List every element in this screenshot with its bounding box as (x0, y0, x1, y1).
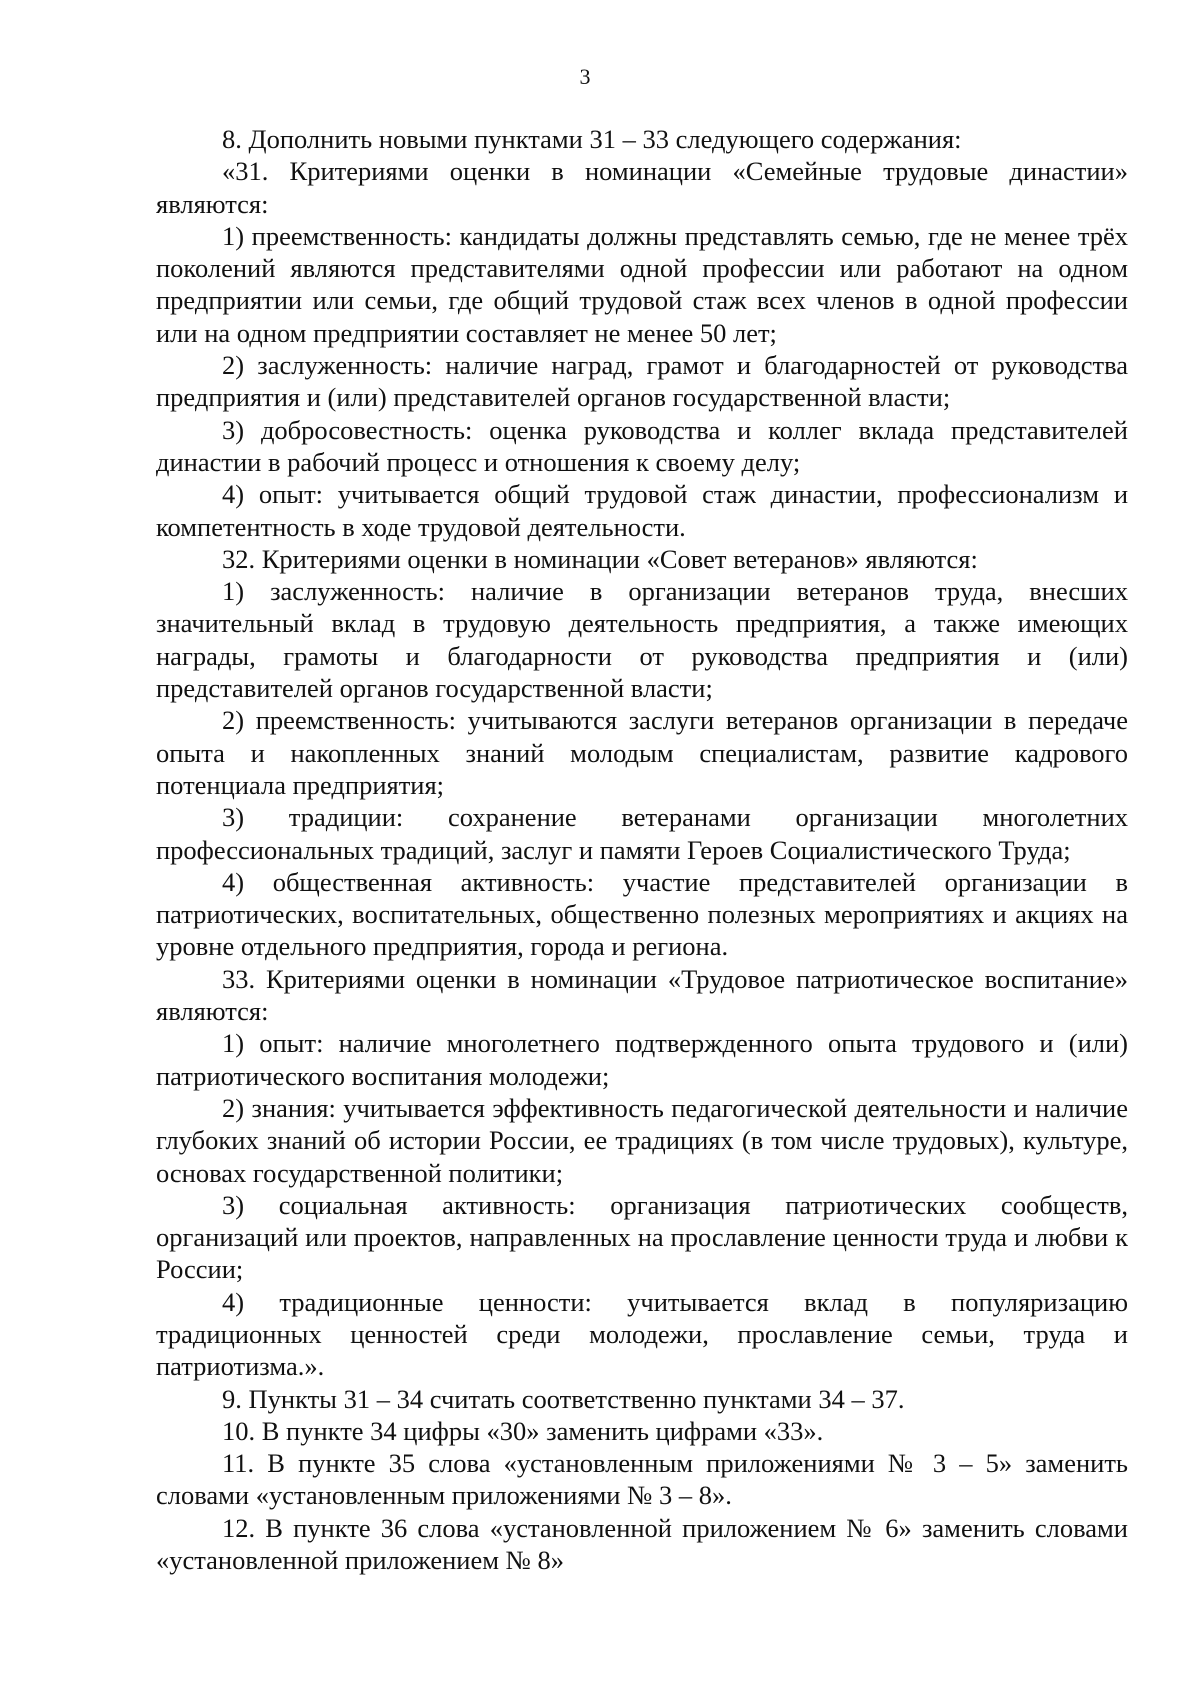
paragraph-point-31-heading: «31. Критериями оценки в номинации «Семейные трудовые династии» являются: (156, 156, 1128, 219)
paragraph-point-33-criterion-2: 2) знания: учитывается эффективность педагогической деятельности и наличие глубоких знаний об истории России, ее традициях (в том числе трудовых), культуре, основах государственной политики; (156, 1092, 1128, 1188)
paragraph-point-31-criterion-2: 2) заслуженность: наличие наград, грамот и благодарностей от руководства предприятия и (или) представителей органов государственной власти; (156, 350, 1128, 413)
page-number: 3 (579, 64, 591, 89)
paragraph-item-9: 9. Пункты 31 – 34 считать соответственно пунктами 34 – 37. (222, 1383, 905, 1414)
paragraph-point-32-heading: 32. Критериями оценки в номинации «Совет ветеранов» являются: (222, 543, 978, 574)
paragraph-point-33-criterion-1: 1) опыт: наличие многолетнего подтвержденного опыта трудового и (или) патриотического воспитания молодежи; (156, 1028, 1128, 1091)
paragraph-point-31-criterion-3: 3) добросовестность: оценка руководства и коллег вклада представителей династии в рабочий процесс и отношения к своему делу; (156, 414, 1128, 477)
paragraph-point-33-criterion-4: 4) традиционные ценности: учитывается вклад в популяризацию традиционных ценностей среди молодежи, прославление семьи, труда и патриотизма.». (156, 1286, 1128, 1382)
paragraph-item-12: 12. В пункте 36 слова «установленной приложением № 6» заменить словами «установленной приложением № 8» (156, 1512, 1128, 1576)
paragraph-point-32-criterion-1: 1) заслуженность: наличие в организации ветеранов труда, внесших значительный вклад в трудовую деятельность предприятия, а также имеющих награды, грамоты и благодарности от руководства предприятия и (или) представителей органов государственной власти; (156, 576, 1128, 704)
paragraph-point-32-criterion-4: 4) общественная активность: участие представителей организации в патриотических, воспитательных, общественно полезных мероприятиях и акциях на уровне отдельного предприятия, города и региона. (156, 866, 1128, 962)
paragraph-item-8-intro: 8. Дополнить новыми пунктами 31 – 33 следующего содержания: (222, 124, 962, 154)
document-body (156, 123, 1128, 1576)
paragraph-item-10: 10. В пункте 34 цифры «30» заменить цифрами «33». (222, 1415, 824, 1446)
paragraph-point-33-heading: 33. Критериями оценки в номинации «Трудовое патриотическое воспитание» являются: (156, 963, 1128, 1027)
paragraph-point-32-criterion-3: 3) традиции: сохранение ветеранами организации многолетних профессиональных традиций, заслуг и памяти Героев Социалистического Труда; (156, 802, 1128, 865)
paragraph-point-31-criterion-1: 1) преемственность: кандидаты должны представлять семью, где не менее трёх поколений являются представителями одной профессии или работают на одном предприятии или семьи, где общий трудовой стаж всех членов в одной профессии или на одном предприятии составляет не менее 50 лет; (156, 220, 1128, 348)
paragraph-point-31-criterion-4: 4) опыт: учитывается общий трудовой стаж династии, профессионализм и компетентность в ходе трудовой деятельности. (156, 479, 1128, 542)
paragraph-point-33-criterion-3: 3) социальная активность: организация патриотических сообществ, организаций или проектов, направленных на прославление ценности труда и любви к России; (156, 1189, 1128, 1285)
paragraph-item-11: 11. В пункте 35 слова «установленным приложениями № 3 – 5» заменить словами «установленным приложениями № 3 – 8». (156, 1448, 1128, 1511)
paragraph-point-32-criterion-2: 2) преемственность: учитываются заслуги ветеранов организации в передаче опыта и накопленных знаний молодым специалистам, развитие кадрового потенциала предприятия; (156, 705, 1128, 800)
